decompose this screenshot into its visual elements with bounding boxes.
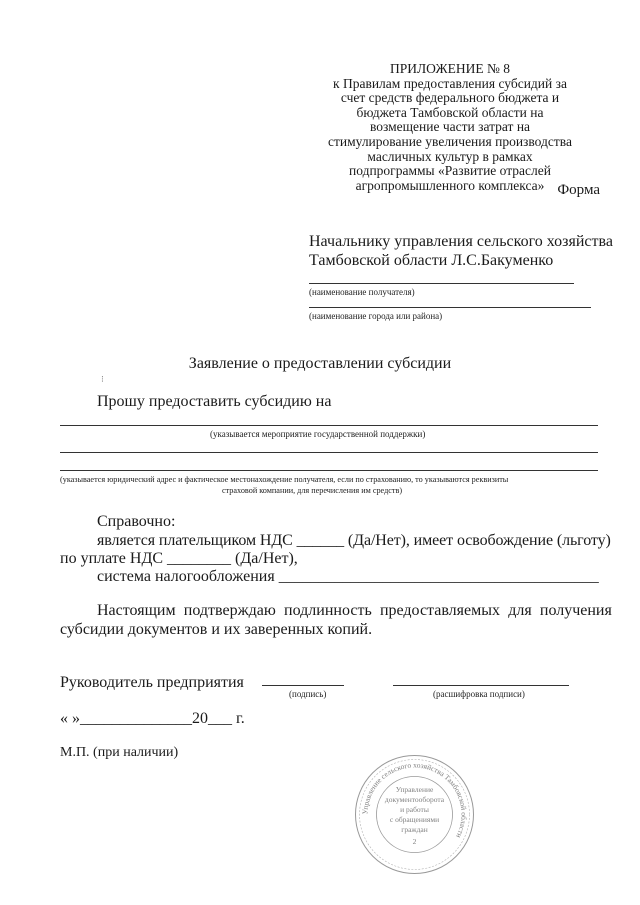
date-line[interactable]: « »______________20___ г. xyxy=(60,710,245,727)
address-line-2[interactable] xyxy=(60,470,598,471)
addressee-line1: Начальнику управления сельского хозяйства xyxy=(309,233,613,250)
appendix-line: к Правилам предоставления субсидий за xyxy=(333,75,567,91)
confirm-line2: субсидии документов и их заверенных копий. xyxy=(60,621,373,638)
appendix-line: подпрограммы «Развитие отраслей xyxy=(349,163,551,179)
support-measure-line[interactable] xyxy=(60,425,598,426)
head-label: Руководитель предприятия xyxy=(60,674,244,691)
recipient-caption: (наименование получателя) xyxy=(309,287,415,297)
stamp-center-3: и работы xyxy=(400,805,429,814)
appendix-line: возмещение части затрат на xyxy=(369,119,531,135)
appendix-line: агропромышленного комплекса» xyxy=(355,177,545,193)
stamp-center-2: документооборота xyxy=(384,795,445,804)
signature-decode-line[interactable] xyxy=(393,685,569,686)
request-text: Прошу предоставить субсидию на xyxy=(97,393,332,410)
addressee xyxy=(309,232,613,270)
appendix-line: ПРИЛОЖЕНИЕ № 8 xyxy=(389,61,511,76)
scan-mark: ⁝ xyxy=(101,374,104,384)
signature-decode-caption: (расшифровка подписи) xyxy=(433,689,525,699)
appendix-line: стимулирование увеличения производства xyxy=(328,133,572,149)
address-line-1[interactable] xyxy=(60,452,598,453)
address-caption-1: (указывается юридический адрес и фактическое местонахождение получателя, если по страхованию, то указываются реквизиты xyxy=(60,475,509,484)
form-label: Форма xyxy=(557,182,600,198)
stamp-center-5: граждан xyxy=(401,825,428,834)
signature-caption: (подпись) xyxy=(289,689,327,699)
appendix-header xyxy=(300,62,600,193)
reference-vat-payer: является плательщиком НДС ______ (Да/Нет), имеет освобождение (льготу) xyxy=(97,532,611,549)
reference-label: Справочно: xyxy=(97,513,176,530)
stamp-center-1: Управление xyxy=(395,785,434,794)
recipient-line[interactable] xyxy=(309,283,574,284)
appendix-line: счет средств федерального бюджета и xyxy=(340,90,560,106)
confirm-line1: Настоящим подтверждаю подлинность предоставляемых для получения xyxy=(97,602,612,619)
city-caption: (наименование города или района) xyxy=(309,311,443,321)
appendix-line: бюджета Тамбовской области на xyxy=(356,104,544,120)
address-caption-2: страховой компании, для перечисления им средств) xyxy=(222,486,403,495)
stamp-center-4: с обращениями xyxy=(389,815,440,824)
stamp-ring-text: Управление сельского хозяйства Тамбовской области xyxy=(360,760,469,840)
document-title: Заявление о предоставлении субсидии xyxy=(188,355,452,372)
addressee-line2: Тамбовской области Л.С.Бакуменко xyxy=(309,252,554,269)
appendix-line: масличных культур в рамках xyxy=(367,148,533,164)
signature-line[interactable] xyxy=(262,685,344,686)
support-measure-caption: (указывается мероприятие государственной поддержки) xyxy=(210,429,426,439)
city-line[interactable] xyxy=(309,307,591,308)
stamp-center-6: 2 xyxy=(412,837,417,846)
reference-tax-system: система налогообложения ________________________________________ xyxy=(97,568,599,585)
seal-label: М.П. (при наличии) xyxy=(60,745,179,760)
reference-vat-payment: по уплате НДС ________ (Да/Нет), xyxy=(60,550,298,567)
round-stamp-icon xyxy=(352,752,477,877)
